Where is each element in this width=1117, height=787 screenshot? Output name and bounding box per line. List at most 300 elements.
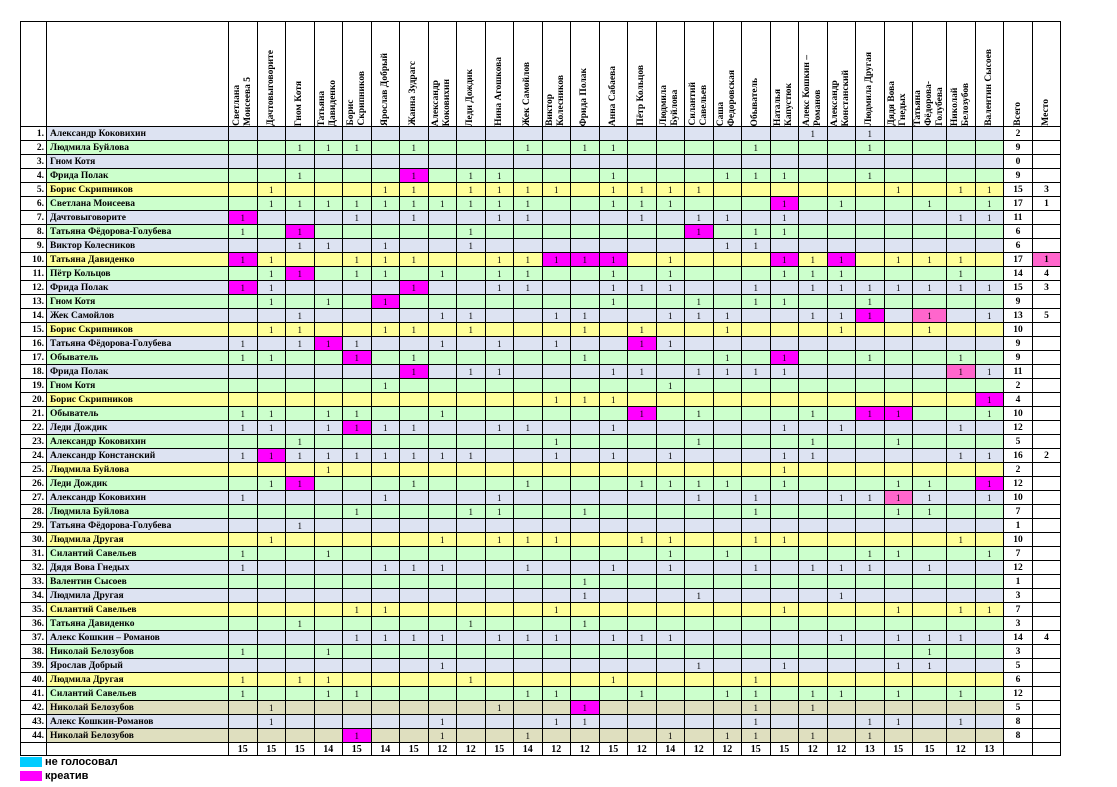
vote-cell: 1 bbox=[656, 183, 685, 197]
author-name: Татьяна Фёдорова-Голубева bbox=[47, 225, 229, 239]
row-total: 10 bbox=[1004, 491, 1033, 505]
author-name: Борис Скрипников bbox=[47, 183, 229, 197]
vote-cell bbox=[770, 323, 799, 337]
vote-cell: 1 bbox=[770, 365, 799, 379]
row-place bbox=[1033, 715, 1061, 729]
vote-cell bbox=[314, 519, 343, 533]
vote-cell: 1 bbox=[229, 491, 258, 505]
vote-cell bbox=[827, 155, 856, 169]
vote-cell bbox=[799, 533, 828, 547]
vote-cell bbox=[457, 155, 486, 169]
vote-cell bbox=[827, 505, 856, 519]
vote-cell: 1 bbox=[628, 407, 657, 421]
vote-cell bbox=[799, 645, 828, 659]
vote-cell bbox=[229, 617, 258, 631]
vote-cell bbox=[314, 505, 343, 519]
vote-cell bbox=[884, 351, 913, 365]
vote-cell bbox=[827, 449, 856, 463]
vote-cell bbox=[314, 631, 343, 645]
vote-cell bbox=[343, 365, 372, 379]
vote-cell: 1 bbox=[343, 729, 372, 743]
vote-cell bbox=[656, 169, 685, 183]
vote-cell bbox=[485, 309, 514, 323]
vote-cell bbox=[656, 211, 685, 225]
vote-cell bbox=[856, 421, 885, 435]
vote-cell bbox=[656, 421, 685, 435]
vote-cell bbox=[400, 127, 429, 141]
author-name: Ярослав Добрый bbox=[47, 659, 229, 673]
vote-cell bbox=[257, 337, 286, 351]
vote-cell: 1 bbox=[947, 603, 976, 617]
vote-cell: 1 bbox=[713, 309, 742, 323]
vote-cell bbox=[400, 673, 429, 687]
vote-cell bbox=[656, 673, 685, 687]
vote-cell: 1 bbox=[770, 449, 799, 463]
vote-cell bbox=[628, 729, 657, 743]
row-number: 29. bbox=[21, 519, 47, 533]
column-header-label: Всего bbox=[1012, 102, 1023, 126]
vote-cell bbox=[314, 351, 343, 365]
vote-cell bbox=[229, 127, 258, 141]
vote-cell bbox=[713, 337, 742, 351]
vote-cell bbox=[856, 379, 885, 393]
vote-cell bbox=[770, 379, 799, 393]
vote-cell bbox=[457, 631, 486, 645]
author-name: Татьяна Фёдорова-Голубева bbox=[47, 519, 229, 533]
vote-cell: 1 bbox=[975, 211, 1004, 225]
vote-cell: 1 bbox=[400, 197, 429, 211]
vote-cell bbox=[975, 575, 1004, 589]
vote-cell: 1 bbox=[685, 659, 714, 673]
vote-cell: 1 bbox=[884, 631, 913, 645]
vote-cell: 1 bbox=[371, 491, 400, 505]
vote-cell bbox=[770, 715, 799, 729]
vote-cell: 1 bbox=[713, 477, 742, 491]
row-total: 9 bbox=[1004, 337, 1033, 351]
vote-cell bbox=[856, 687, 885, 701]
vote-cell bbox=[770, 155, 799, 169]
vote-cell bbox=[856, 645, 885, 659]
vote-cell bbox=[286, 687, 315, 701]
vote-cell: 1 bbox=[485, 253, 514, 267]
vote-cell bbox=[485, 617, 514, 631]
vote-cell bbox=[343, 659, 372, 673]
row-place bbox=[1033, 463, 1061, 477]
vote-cell: 1 bbox=[975, 449, 1004, 463]
vote-cell bbox=[742, 211, 771, 225]
vote-cell bbox=[542, 505, 571, 519]
vote-cell: 1 bbox=[799, 435, 828, 449]
vote-cell bbox=[827, 141, 856, 155]
vote-cell bbox=[685, 701, 714, 715]
vote-cell bbox=[599, 519, 628, 533]
vote-cell: 1 bbox=[571, 589, 600, 603]
vote-cell: 1 bbox=[799, 309, 828, 323]
vote-cell bbox=[685, 155, 714, 169]
vote-cell: 1 bbox=[742, 239, 771, 253]
vote-cell: 1 bbox=[947, 421, 976, 435]
vote-cell: 1 bbox=[884, 659, 913, 673]
vote-cell bbox=[913, 169, 947, 183]
vote-cell: 1 bbox=[400, 323, 429, 337]
vote-cell: 1 bbox=[485, 281, 514, 295]
vote-cell: 1 bbox=[400, 477, 429, 491]
column-header-8 bbox=[457, 22, 486, 127]
vote-cell: 1 bbox=[947, 449, 976, 463]
vote-cell bbox=[975, 715, 1004, 729]
vote-cell: 1 bbox=[913, 505, 947, 519]
author-name: Обыватель bbox=[47, 351, 229, 365]
vote-cell bbox=[947, 155, 976, 169]
vote-cell bbox=[257, 169, 286, 183]
table-row bbox=[21, 687, 1061, 701]
column-header-label: Анна Сабаева bbox=[607, 65, 618, 126]
vote-cell bbox=[884, 267, 913, 281]
vote-cell: 1 bbox=[685, 589, 714, 603]
vote-cell bbox=[542, 169, 571, 183]
vote-cell bbox=[343, 225, 372, 239]
vote-cell: 1 bbox=[599, 449, 628, 463]
vote-cell bbox=[742, 603, 771, 617]
vote-cell: 1 bbox=[599, 267, 628, 281]
table-row bbox=[21, 155, 1061, 169]
vote-cell bbox=[371, 365, 400, 379]
vote-cell: 1 bbox=[286, 337, 315, 351]
table-row bbox=[21, 673, 1061, 687]
vote-cell bbox=[884, 323, 913, 337]
vote-cell: 1 bbox=[314, 337, 343, 351]
vote-cell: 1 bbox=[656, 281, 685, 295]
row-place bbox=[1033, 379, 1061, 393]
vote-cell bbox=[799, 617, 828, 631]
vote-cell bbox=[428, 575, 457, 589]
table-row bbox=[21, 295, 1061, 309]
vote-cell bbox=[913, 701, 947, 715]
vote-cell bbox=[314, 617, 343, 631]
vote-cell: 1 bbox=[514, 477, 543, 491]
vote-cell bbox=[485, 141, 514, 155]
vote-cell bbox=[514, 589, 543, 603]
vote-cell: 1 bbox=[599, 169, 628, 183]
author-name: Николай Белозубов bbox=[47, 701, 229, 715]
vote-cell: 1 bbox=[400, 281, 429, 295]
vote-cell: 1 bbox=[599, 281, 628, 295]
vote-cell: 1 bbox=[371, 295, 400, 309]
vote-cell: 1 bbox=[628, 533, 657, 547]
vote-cell bbox=[713, 141, 742, 155]
vote-cell: 1 bbox=[742, 715, 771, 729]
vote-cell bbox=[827, 295, 856, 309]
table-row bbox=[21, 225, 1061, 239]
vote-cell: 1 bbox=[713, 365, 742, 379]
vote-cell bbox=[628, 575, 657, 589]
vote-cell: 1 bbox=[713, 351, 742, 365]
vote-cell bbox=[485, 155, 514, 169]
author-name: Александр Коковихин bbox=[47, 435, 229, 449]
vote-cell: 1 bbox=[713, 211, 742, 225]
vote-cell: 1 bbox=[343, 631, 372, 645]
vote-cell: 1 bbox=[400, 169, 429, 183]
vote-cell bbox=[542, 589, 571, 603]
vote-cell: 1 bbox=[457, 183, 486, 197]
row-total: 2 bbox=[1004, 463, 1033, 477]
vote-cell bbox=[770, 281, 799, 295]
vote-cell bbox=[913, 603, 947, 617]
vote-cell: 1 bbox=[770, 463, 799, 477]
vote-cell bbox=[371, 169, 400, 183]
vote-cell bbox=[713, 295, 742, 309]
author-name: Алекс Кошкин-Романов bbox=[47, 715, 229, 729]
table-row bbox=[21, 435, 1061, 449]
vote-cell bbox=[571, 659, 600, 673]
vote-cell bbox=[229, 463, 258, 477]
vote-cell: 1 bbox=[947, 183, 976, 197]
vote-cell: 1 bbox=[713, 687, 742, 701]
vote-cell bbox=[628, 701, 657, 715]
vote-cell: 1 bbox=[400, 351, 429, 365]
vote-cell: 1 bbox=[400, 141, 429, 155]
author-name: Леди Дождик bbox=[47, 477, 229, 491]
vote-cell bbox=[827, 407, 856, 421]
vote-cell bbox=[884, 225, 913, 239]
vote-cell bbox=[656, 407, 685, 421]
vote-cell bbox=[685, 393, 714, 407]
table-row bbox=[21, 197, 1061, 211]
vote-cell bbox=[713, 645, 742, 659]
vote-cell: 1 bbox=[827, 687, 856, 701]
vote-cell: 1 bbox=[685, 365, 714, 379]
table-row bbox=[21, 337, 1061, 351]
vote-cell bbox=[457, 435, 486, 449]
vote-cell bbox=[685, 463, 714, 477]
vote-cell bbox=[856, 323, 885, 337]
vote-cell bbox=[542, 155, 571, 169]
table-row bbox=[21, 253, 1061, 267]
vote-cell bbox=[257, 561, 286, 575]
row-number: 2. bbox=[21, 141, 47, 155]
vote-cell bbox=[514, 519, 543, 533]
vote-cell bbox=[400, 491, 429, 505]
vote-cell bbox=[799, 295, 828, 309]
vote-cell bbox=[947, 561, 976, 575]
table-row bbox=[21, 617, 1061, 631]
vote-cell: 1 bbox=[428, 659, 457, 673]
vote-cell bbox=[343, 589, 372, 603]
vote-cell: 1 bbox=[257, 477, 286, 491]
vote-cell: 1 bbox=[314, 239, 343, 253]
vote-cell: 1 bbox=[685, 295, 714, 309]
vote-cell bbox=[599, 533, 628, 547]
vote-cell bbox=[656, 645, 685, 659]
vote-cell bbox=[599, 729, 628, 743]
author-name: Александр Констанский bbox=[47, 449, 229, 463]
author-name: Валентин Сысоев bbox=[47, 575, 229, 589]
vote-cell bbox=[371, 505, 400, 519]
vote-cell bbox=[457, 281, 486, 295]
row-number: 31. bbox=[21, 547, 47, 561]
vote-cell: 1 bbox=[656, 533, 685, 547]
vote-cell bbox=[343, 169, 372, 183]
vote-cell: 1 bbox=[286, 449, 315, 463]
vote-cell bbox=[713, 505, 742, 519]
column-header-26 bbox=[975, 22, 1004, 127]
vote-cell bbox=[947, 239, 976, 253]
vote-cell bbox=[371, 477, 400, 491]
vote-cell bbox=[975, 729, 1004, 743]
vote-cell: 1 bbox=[229, 211, 258, 225]
vote-cell bbox=[542, 617, 571, 631]
vote-cell bbox=[713, 183, 742, 197]
column-header-12 bbox=[571, 22, 600, 127]
vote-cell bbox=[975, 463, 1004, 477]
row-total: 5 bbox=[1004, 701, 1033, 715]
row-place: 4 bbox=[1033, 631, 1061, 645]
vote-cell: 1 bbox=[947, 687, 976, 701]
vote-cell bbox=[514, 673, 543, 687]
vote-cell: 1 bbox=[257, 197, 286, 211]
vote-cell: 1 bbox=[571, 575, 600, 589]
vote-cell bbox=[827, 379, 856, 393]
vote-cell bbox=[485, 645, 514, 659]
vote-cell bbox=[485, 435, 514, 449]
row-place bbox=[1033, 491, 1061, 505]
vote-cell: 1 bbox=[685, 211, 714, 225]
vote-cell: 1 bbox=[913, 477, 947, 491]
vote-cell: 1 bbox=[799, 729, 828, 743]
vote-cell bbox=[799, 673, 828, 687]
vote-cell: 1 bbox=[514, 687, 543, 701]
column-total-16: 12 bbox=[685, 743, 714, 756]
vote-cell bbox=[713, 491, 742, 505]
column-header-label: Николай Белозубов bbox=[949, 82, 971, 126]
column-header-label: Обыватель bbox=[750, 77, 761, 126]
row-place bbox=[1033, 701, 1061, 715]
vote-cell bbox=[742, 197, 771, 211]
author-name: Жек Самойлов bbox=[47, 309, 229, 323]
vote-cell: 1 bbox=[286, 169, 315, 183]
vote-cell bbox=[371, 729, 400, 743]
vote-cell bbox=[856, 449, 885, 463]
vote-cell bbox=[685, 141, 714, 155]
vote-cell: 1 bbox=[913, 323, 947, 337]
vote-cell bbox=[975, 323, 1004, 337]
row-number: 25. bbox=[21, 463, 47, 477]
vote-cell: 1 bbox=[628, 477, 657, 491]
vote-cell: 1 bbox=[913, 645, 947, 659]
vote-cell: 1 bbox=[947, 253, 976, 267]
vote-cell: 1 bbox=[599, 197, 628, 211]
vote-cell: 1 bbox=[343, 141, 372, 155]
vote-cell bbox=[371, 575, 400, 589]
vote-cell: 1 bbox=[371, 631, 400, 645]
vote-cell: 1 bbox=[229, 449, 258, 463]
vote-cell bbox=[947, 379, 976, 393]
vote-cell: 1 bbox=[257, 701, 286, 715]
vote-cell bbox=[770, 127, 799, 141]
vote-cell bbox=[514, 701, 543, 715]
row-place: 2 bbox=[1033, 449, 1061, 463]
vote-cell: 1 bbox=[799, 267, 828, 281]
vote-cell: 1 bbox=[742, 687, 771, 701]
vote-cell bbox=[542, 463, 571, 477]
vote-cell bbox=[457, 379, 486, 393]
vote-cell bbox=[514, 715, 543, 729]
row-total: 10 bbox=[1004, 323, 1033, 337]
vote-cell bbox=[799, 393, 828, 407]
vote-cell: 1 bbox=[742, 281, 771, 295]
vote-cell bbox=[628, 127, 657, 141]
vote-cell bbox=[884, 141, 913, 155]
vote-cell: 1 bbox=[428, 729, 457, 743]
vote-cell: 1 bbox=[314, 463, 343, 477]
vote-cell bbox=[514, 365, 543, 379]
vote-cell bbox=[286, 603, 315, 617]
vote-cell bbox=[713, 155, 742, 169]
vote-cell bbox=[229, 477, 258, 491]
row-total: 2 bbox=[1004, 379, 1033, 393]
vote-cell bbox=[485, 239, 514, 253]
vote-cell bbox=[856, 673, 885, 687]
vote-cell: 1 bbox=[485, 197, 514, 211]
vote-cell bbox=[913, 533, 947, 547]
vote-cell bbox=[428, 673, 457, 687]
table-row bbox=[21, 463, 1061, 477]
vote-cell: 1 bbox=[599, 421, 628, 435]
vote-cell bbox=[400, 533, 429, 547]
row-total: 3 bbox=[1004, 617, 1033, 631]
vote-cell bbox=[947, 337, 976, 351]
vote-cell bbox=[947, 589, 976, 603]
vote-cell bbox=[628, 225, 657, 239]
vote-cell bbox=[428, 491, 457, 505]
vote-cell bbox=[713, 225, 742, 239]
vote-cell bbox=[656, 127, 685, 141]
column-header-label: Наталья Капустюк bbox=[773, 83, 795, 126]
vote-cell bbox=[428, 141, 457, 155]
vote-cell bbox=[913, 421, 947, 435]
vote-cell: 1 bbox=[975, 477, 1004, 491]
vote-cell bbox=[428, 239, 457, 253]
row-place bbox=[1033, 421, 1061, 435]
vote-cell bbox=[257, 309, 286, 323]
vote-cell bbox=[884, 645, 913, 659]
vote-cell: 1 bbox=[514, 561, 543, 575]
vote-cell bbox=[314, 379, 343, 393]
row-total: 12 bbox=[1004, 561, 1033, 575]
vote-cell bbox=[742, 435, 771, 449]
vote-cell bbox=[400, 155, 429, 169]
vote-cell bbox=[343, 617, 372, 631]
vote-cell bbox=[913, 407, 947, 421]
vote-cell: 1 bbox=[485, 701, 514, 715]
vote-cell bbox=[685, 337, 714, 351]
vote-cell bbox=[400, 589, 429, 603]
vote-cell bbox=[656, 155, 685, 169]
vote-cell bbox=[713, 407, 742, 421]
author-name: Пётр Кольцов bbox=[47, 267, 229, 281]
vote-cell bbox=[229, 631, 258, 645]
vote-cell bbox=[856, 183, 885, 197]
vote-cell bbox=[400, 603, 429, 617]
vote-cell: 1 bbox=[770, 477, 799, 491]
vote-cell bbox=[827, 183, 856, 197]
vote-cell bbox=[485, 547, 514, 561]
vote-cell bbox=[599, 351, 628, 365]
vote-cell bbox=[229, 603, 258, 617]
vote-cell: 1 bbox=[428, 337, 457, 351]
row-place bbox=[1033, 673, 1061, 687]
vote-cell bbox=[599, 603, 628, 617]
